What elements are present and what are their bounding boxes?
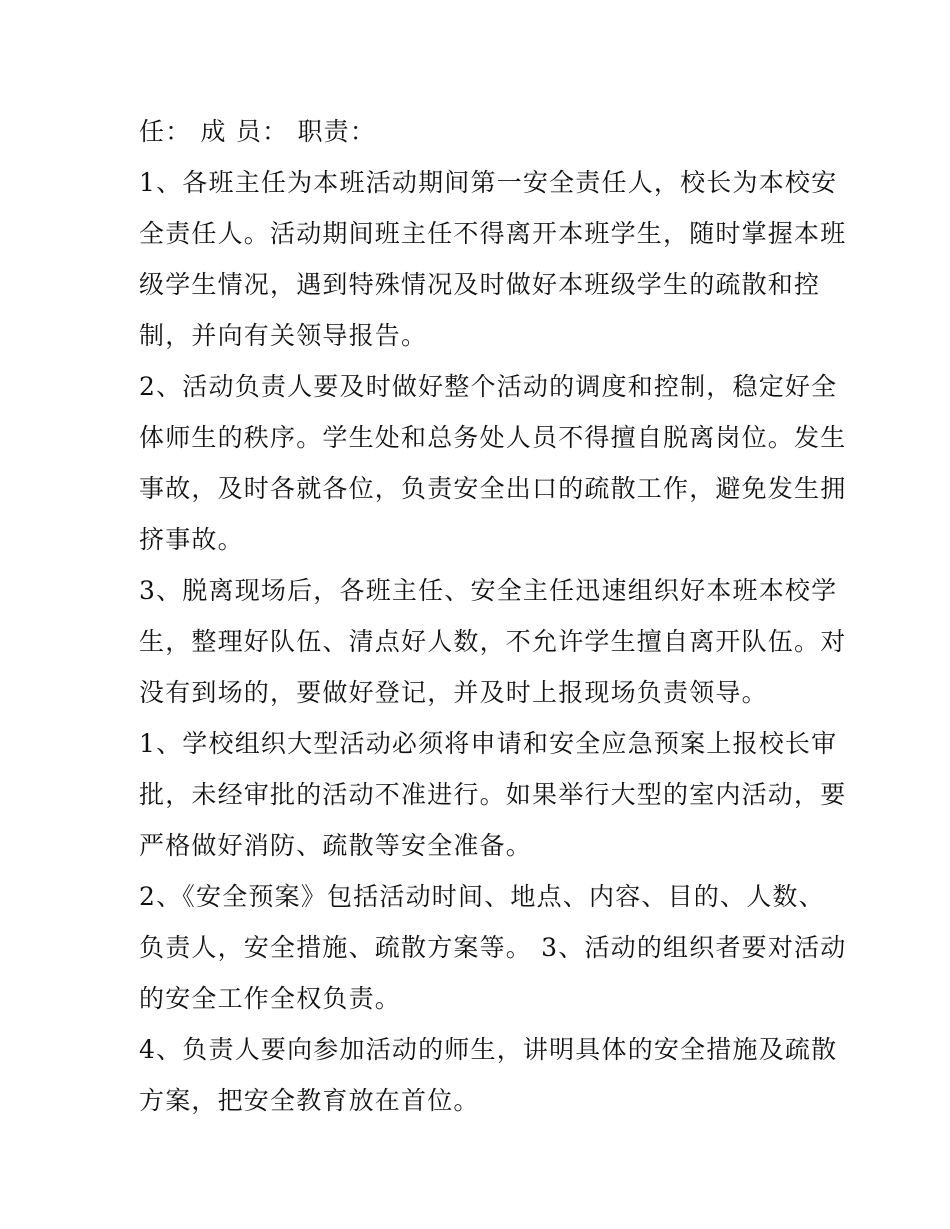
- text-line: 批，未经审批的活动不准进行。如果举行大型的室内活动，要: [139, 780, 847, 809]
- text-line: 挤事故。: [139, 525, 244, 554]
- document-body: [139, 106, 847, 1126]
- text-line: 全责任人。活动期间班主任不得离开本班学生，随时掌握本班: [139, 219, 847, 248]
- text-line: 严格做好消防、疏散等安全准备。: [139, 831, 533, 860]
- text-line: 2、《安全预案》包括活动时间、地点、内容、目的、人数、: [139, 882, 825, 911]
- text-line: 1、学校组织大型活动必须将申请和安全应急预案上报校长审: [139, 729, 838, 758]
- text-line: 级学生情况，遇到特殊情况及时做好本班级学生的疏散和控: [139, 270, 821, 299]
- text-line: 的安全工作全权负责。: [139, 984, 402, 1013]
- text-line: 4、负责人要向参加活动的师生，讲明具体的安全措施及疏散: [139, 1035, 838, 1064]
- text-line: 负责人，安全措施、疏散方案等。 3、活动的组织者要对活动: [139, 933, 847, 962]
- text-line: 没有到场的，要做好登记，并及时上报现场负责领导。: [139, 678, 768, 707]
- text-line: 1、各班主任为本班活动期间第一安全责任人，校长为本校安: [139, 168, 838, 197]
- text-line: 方案，把安全教育放在首位。: [139, 1086, 480, 1115]
- text-line: 生，整理好队伍、清点好人数，不允许学生擅自离开队伍。对: [139, 627, 847, 656]
- text-line: 任： 成 员： 职责：: [139, 117, 377, 146]
- text-line: 事故，及时各就各位，负责安全出口的疏散工作，避免发生拥: [139, 474, 847, 503]
- text-line: 3、脱离现场后，各班主任、安全主任迅速组织好本班本校学: [139, 576, 838, 605]
- text-line: 2、活动负责人要及时做好整个活动的调度和控制，稳定好全: [139, 372, 838, 401]
- text-line: 体师生的秩序。学生处和总务处人员不得擅自脱离岗位。发生: [139, 423, 847, 452]
- text-line: 制，并向有关领导报告。: [139, 321, 428, 350]
